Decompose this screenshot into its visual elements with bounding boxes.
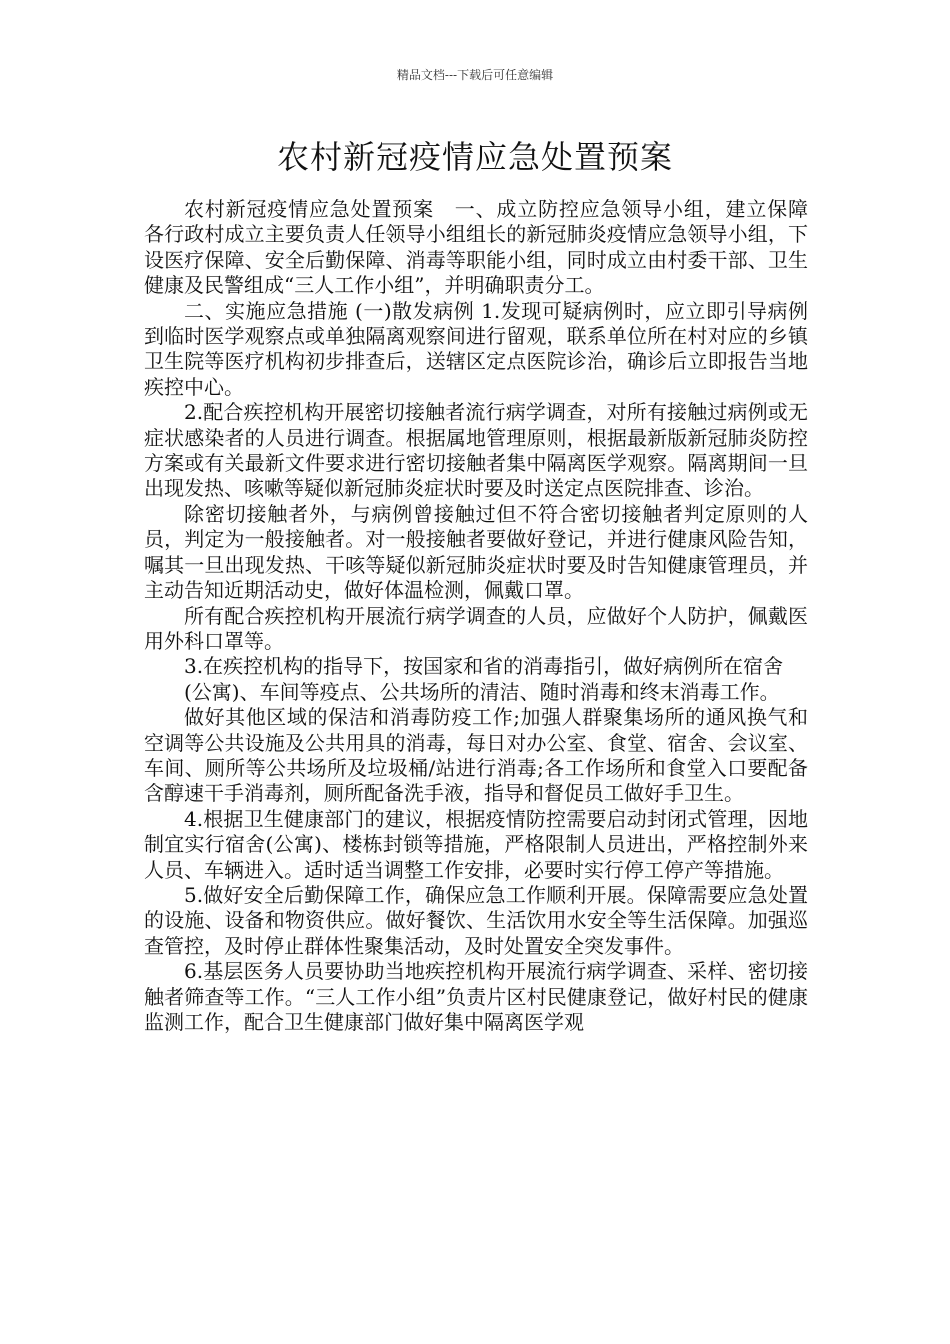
paragraph-9: 4.根据卫生健康部门的建议，根据疫情防控需要启动封闭式管理，因地制宜实行宿舍(公寓)、楼栋封锁等措施，严格限制人员进出，严格控制外来人员、车辆进入。适时适当调整工作安排，必要时实行停工停产等措施。 — [144, 806, 808, 882]
paragraph-3: 2.配合疾控机构开展密切接触者流行病学调查，对所有接触过病例或无症状感染者的人员进行调查。根据属地管理原则，根据最新版新冠肺炎防控方案或有关最新文件要求进行密切接触者集中隔离医学观察。隔离期间一旦出现发热、咳嗽等疑似新冠肺炎症状时要及时送定点医院排查、诊治。 — [144, 400, 808, 501]
paragraph-5: 所有配合疾控机构开展流行病学调查的人员，应做好个人防护，佩戴医用外科口罩等。 — [144, 603, 808, 653]
paragraph-6: 3.在疾控机构的指导下，按国家和省的消毒指引，做好病例所在宿舍 — [184, 654, 784, 679]
document-title: 农村新冠疫情应急处置预案 — [276, 138, 673, 176]
paragraph-1: 农村新冠疫情应急处置预案 一、成立防控应急领导小组，建立保障 各行政村成立主要负责人任领导小组组长的新冠肺炎疫情应急领导小组，下设医疗保障、安全后勤保障、消毒等职能小组，同时成立由村委干部、卫生健康及民警组成“三人工作小组”，并明确职责分工。 — [144, 197, 808, 298]
paragraph-8: 做好其他区域的保洁和消毒防疫工作;加强人群聚集场所的通风换气和空调等公共设施及公共用具的消毒，每日对办公室、食堂、宿舍、会议室、车间、厕所等公共场所及垃圾桶/站进行消毒;各工作场所和食堂入口要配备含醇速干手消毒剂，厕所配备洗手液，指导和督促员工做好手卫生。 — [144, 705, 808, 806]
paragraph-2: 二、实施应急措施 (一)散发病例 1.发现可疑病例时，应立即引导病例到临时医学观察点或单独隔离观察间进行留观，联系单位所在村对应的乡镇卫生院等医疗机构初步排查后，送辖区定点医院诊治，确诊后立即报告当地疾控中心。 — [144, 298, 808, 399]
paragraph-7: (公寓)、车间等疫点、公共场所的清洁、随时消毒和终末消毒工作。 — [184, 679, 780, 704]
page-header: 精品文档---下载后可任意编辑 — [396, 68, 554, 82]
document-body — [144, 197, 808, 1035]
paragraph-4: 除密切接触者外，与病例曾接触过但不符合密切接触者判定原则的人员，判定为一般接触者。对一般接触者要做好登记，并进行健康风险告知，嘱其一旦出现发热、干咳等疑似新冠肺炎症状时要及时告知健康管理员，并主动告知近期活动史，做好体温检测，佩戴口罩。 — [144, 501, 808, 603]
paragraph-10: 5.做好安全后勤保障工作，确保应急工作顺利开展。保障需要应急处置的设施、设备和物资供应。做好餐饮、生活饮用水安全等生活保障。加强巡查管控，及时停止群体性聚集活动，及时处置安全突发事件。 — [144, 882, 808, 958]
paragraph-11: 6.基层医务人员要协助当地疾控机构开展流行病学调查、采样、密切接触者筛查等工作。“三人工作小组”负责片区村民健康登记，做好村民的健康监测工作，配合卫生健康部门做好集中隔离医学观 — [144, 959, 808, 1034]
